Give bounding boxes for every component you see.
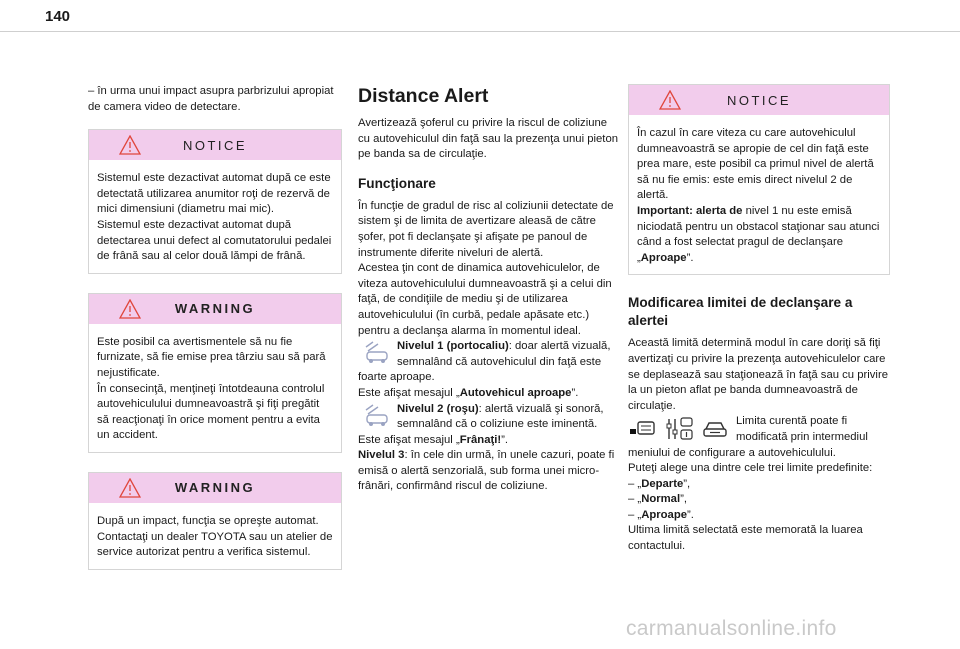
level-2-message-prefix: Este afişat mesajul „ (358, 433, 460, 446)
warning-title-2: WARNING (174, 480, 256, 496)
level-3-paragraph (358, 448, 618, 495)
section-title: Distance Alert (358, 85, 489, 107)
option-prefix: – „ (628, 493, 642, 506)
notice-body-right (629, 115, 889, 274)
collision-alert-level-1-icon (358, 339, 394, 367)
watermark: carmanualsonline.info (626, 617, 837, 640)
warning-text-3: După un impact, funcţia se opreşte automat. Contactaţi un dealer TOYOTA sau un atelier de service autorizat pentru a verifica sistemul. (97, 514, 333, 559)
notice-header-right (629, 85, 889, 115)
warning-text-2: În consecinţă, menţineţi întotdeauna controlul autovehiculului dumneavoastră şi fiţi pregătit să reacţionaţi în orice moment pentru a evita un accident. (97, 382, 325, 442)
notice-text-2: Sistemul este dezactivat automat după detectarea unui defect al comutatorului pedalei de frână sau al celor două lămpi de frână. (97, 218, 332, 263)
functioning-title: Funcţionare (358, 175, 436, 191)
threshold-section-title: Modificarea limitei de declanşare a alertei (628, 295, 853, 329)
option-item-normal (628, 492, 890, 508)
level-1-paragraph (358, 339, 618, 386)
level-1-message-suffix: ”. (571, 386, 579, 399)
level-1-message: Autovehicul aproape (459, 386, 572, 399)
notice-box (88, 129, 342, 274)
level-2-message: Frânaţi! (459, 433, 502, 446)
display-menu-icon (628, 416, 658, 442)
notice-body (89, 160, 341, 273)
level-2-text: : alertă vizuală şi sonoră, semnalând că o coliziune este iminentă. (397, 402, 604, 431)
option-prefix: – „ (628, 477, 642, 490)
level-1-message-line (358, 386, 618, 402)
important-paragraph (637, 204, 881, 266)
level-1-message-prefix: Este afişat mesajul „ (358, 386, 460, 399)
icons-text: Limita curentă poate fi modificată prin intermediul meniului de configurare a autovehiculului. (628, 415, 868, 459)
notice-title: NOTICE (182, 137, 248, 153)
header-divider (0, 31, 960, 32)
intro-text: – în urma unui impact asupra parbrizului apropiat de camera video de detectare. (88, 85, 334, 113)
column-middle (358, 84, 618, 495)
level-2-paragraph (358, 402, 618, 433)
threshold-text: Această limită determină modul în care doriţi să fiţi avertizaţi cu privire la prezenţa autovehiculelor care se deplasează sau staţionează în faţă sau cu privire la un pieton aflat pe banda dumneavoastră de circulaţie. (628, 337, 888, 412)
option-label: Aproape (641, 508, 688, 521)
warning-box-2 (88, 472, 342, 570)
important-text: nivel 1 nu este emisă niciodată pentru un obstacol staţionar sau atunci când a fost selectat pragul de declanşare „ (637, 204, 880, 264)
level-3-text: : în cele din urmă, în unele cazuri, poate fi emisă o alertă senzorială, sub forma unei micro-frânări, confirmând riscul de coliziune. (358, 449, 615, 493)
option-suffix: ”. (687, 508, 694, 521)
notice-title-right: NOTICE (726, 92, 792, 108)
level-2-message-line (358, 433, 618, 449)
warning-triangle-icon (119, 478, 141, 498)
vehicle-settings-icon (664, 416, 694, 442)
column-right (628, 84, 890, 555)
warning-triangle-icon (119, 135, 141, 155)
notice-header (89, 130, 341, 160)
warning-body (89, 324, 341, 452)
warning-triangle-icon (659, 90, 681, 110)
collision-alert-level-2-icon (358, 402, 394, 430)
choose-text: Puteţi alege una dintre cele trei limite predefinite: (628, 462, 873, 475)
important-label: Important: alerta de (637, 204, 743, 217)
warning-header-2 (89, 473, 341, 503)
option-item-near (628, 508, 890, 524)
memory-text: Ultima limită selectată este memorată la luarea contactului. (628, 524, 863, 553)
warning-text: Este posibil ca avertismentele să nu fie furnizate, să fie emise prea târziu sau să pară nejustificate. (97, 335, 326, 379)
icons-paragraph (628, 414, 890, 461)
warning-box (88, 293, 342, 453)
warning-title: WARNING (174, 301, 256, 317)
notice-box-right (628, 84, 890, 275)
warning-body-2 (89, 503, 341, 569)
menu-icons (628, 416, 730, 442)
notice-text: Sistemul este dezactivat automat după ce este detectată utilizarea anumitor roţi de rezervă de mici dimensiuni (diametru mai mic). (97, 172, 331, 216)
car-driver-assist-icon (700, 416, 730, 442)
column-left (88, 84, 342, 589)
option-label: Departe (641, 477, 684, 490)
option-suffix: ”, (683, 477, 691, 490)
important-threshold: Aproape (640, 251, 687, 264)
important-end: ”. (686, 251, 694, 264)
level-2-message-suffix: ”. (501, 433, 509, 446)
option-prefix: – „ (628, 508, 642, 521)
level-3-label: Nivelul 3 (358, 449, 405, 462)
functioning-text: În funcţie de gradul de risc al coliziunii detectate de sistem şi de limita de avertizare aleasă de către şofer, pot fi declanşate şi afişate pe panoul de instrumente diferite niveluri de alertă. (358, 199, 614, 259)
level-2-label: Nivelul 2 (roşu) (397, 402, 479, 415)
option-item-far (628, 477, 890, 493)
functioning-text-2: Acestea ţin cont de dinamica autovehiculelor, de viteza autovehiculului dumneavoastră şi a celui din faţă, de condiţiile de mediu şi de utilizarea autovehiculului (în curbă, pedale apăsate etc.) pentru a declanşa alarma în momentul ideal. (358, 262, 612, 337)
level-1-label: Nivelul 1 (portocaliu) (397, 340, 509, 353)
option-suffix: ”, (680, 493, 688, 506)
level-1-text: : doar alertă vizuală, semnalând că autovehiculul din faţă este foarte aproape. (358, 340, 611, 384)
notice-text-right: În cazul în care viteza cu care autovehiculul dumneavoastră se apropie de cel din faţă este prea mare, este posibil ca primul nivel de alertă să nu fie emis: este emis direct nivelul 2 de alertă. (637, 127, 874, 202)
distance-alert-intro: Avertizează şoferul cu privire la riscul de coliziune cu autovehiculul din faţă sau la prezenţa unui pieton pe banda sa de circulaţie. (358, 117, 619, 161)
option-label: Normal (641, 493, 681, 506)
warning-triangle-icon (119, 299, 141, 319)
page-number: 140 (45, 8, 71, 25)
warning-header (89, 294, 341, 324)
